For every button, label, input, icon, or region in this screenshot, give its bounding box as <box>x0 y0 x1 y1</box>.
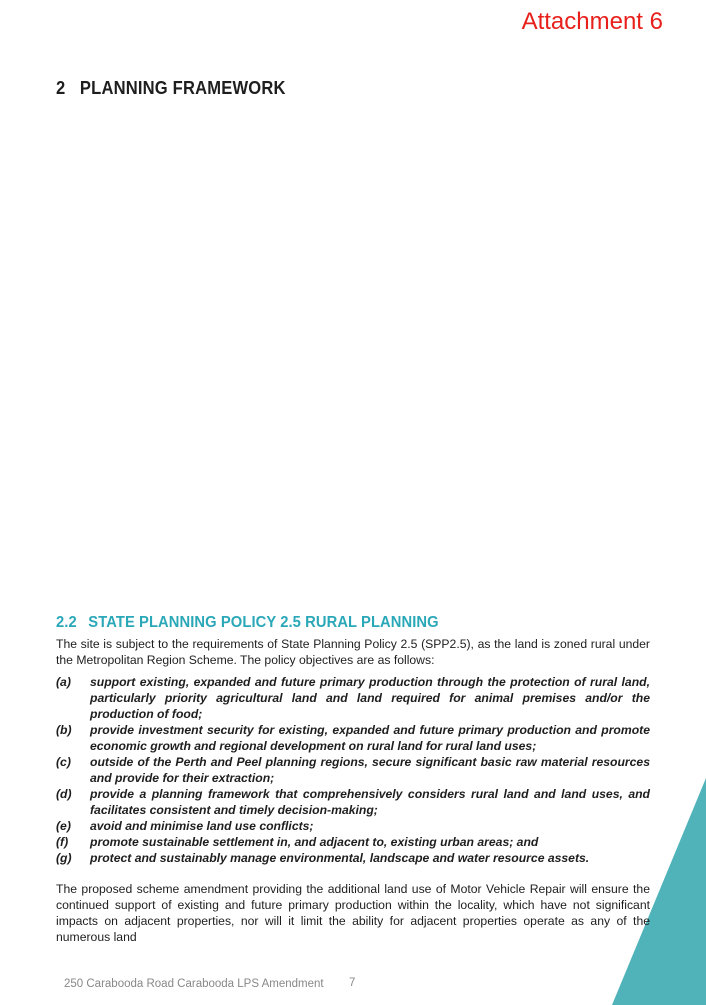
list-text: promote sustainable settlement in, and adjacent to, existing urban areas; and <box>90 835 539 849</box>
list-marker: (c) <box>56 755 71 769</box>
list-marker: (d) <box>56 787 72 801</box>
list-item <box>56 674 650 722</box>
list-marker: (a) <box>56 675 71 689</box>
subsection-spp25 <box>56 614 656 945</box>
subsection-heading <box>56 614 626 632</box>
list-item <box>56 834 650 850</box>
subsection-number: 2.2 <box>56 614 77 631</box>
list-item <box>56 818 650 834</box>
list-item <box>56 722 650 754</box>
subsection-title: STATE PLANNING POLICY 2.5 RURAL PLANNING <box>88 614 439 631</box>
list-text: provide a planning framework that comprehensively considers rural land and land uses, and facilitates consistent and timely decision-making; <box>90 787 650 817</box>
list-item <box>56 850 650 866</box>
list-marker: (e) <box>56 819 71 833</box>
section-number: 2 <box>56 78 66 98</box>
list-text: protect and sustainably manage environmental, landscape and water resource assets. <box>90 851 590 865</box>
intro-paragraph: The site is subject to the requirements of State Planning Policy 2.5 (SPP2.5), as the land is zoned rural under the Metropolitan Region Scheme. The policy objectives are as follows: <box>56 637 650 667</box>
closing-paragraph: The proposed scheme amendment providing the additional land use of Motor Vehicle Repair will ensure the continued support of existing and future primary production within the locality, which have not significant impacts on adjacent properties, nor will it limit the ability for adjacent properties operate as any of the numerous land <box>56 882 650 944</box>
list-marker: (g) <box>56 851 72 865</box>
page-number: 7 <box>349 977 356 989</box>
list-marker: (b) <box>56 723 72 737</box>
section-title: PLANNING FRAMEWORK <box>79 78 286 98</box>
footer-document-title: 250 Carabooda Road Carabooda LPS Amendment <box>64 978 324 990</box>
objectives-list <box>56 674 650 866</box>
list-text: outside of the Perth and Peel planning regions, secure significant basic raw material resources and provide for their extraction; <box>90 755 650 785</box>
list-item <box>56 786 650 818</box>
list-item <box>56 754 650 786</box>
list-marker: (f) <box>56 835 69 849</box>
attachment-label: Attachment 6 <box>521 8 663 35</box>
list-text: provide investment security for existing, expanded and future primary production and promote economic growth and regional development on rural land for rural land uses; <box>90 723 650 753</box>
list-text: support existing, expanded and future primary production through the protection of rural land, particularly priority agricultural land and land required for animal premises and/or the production of food; <box>90 675 650 721</box>
list-text: avoid and minimise land use conflicts; <box>90 819 314 833</box>
section-heading <box>56 78 286 99</box>
